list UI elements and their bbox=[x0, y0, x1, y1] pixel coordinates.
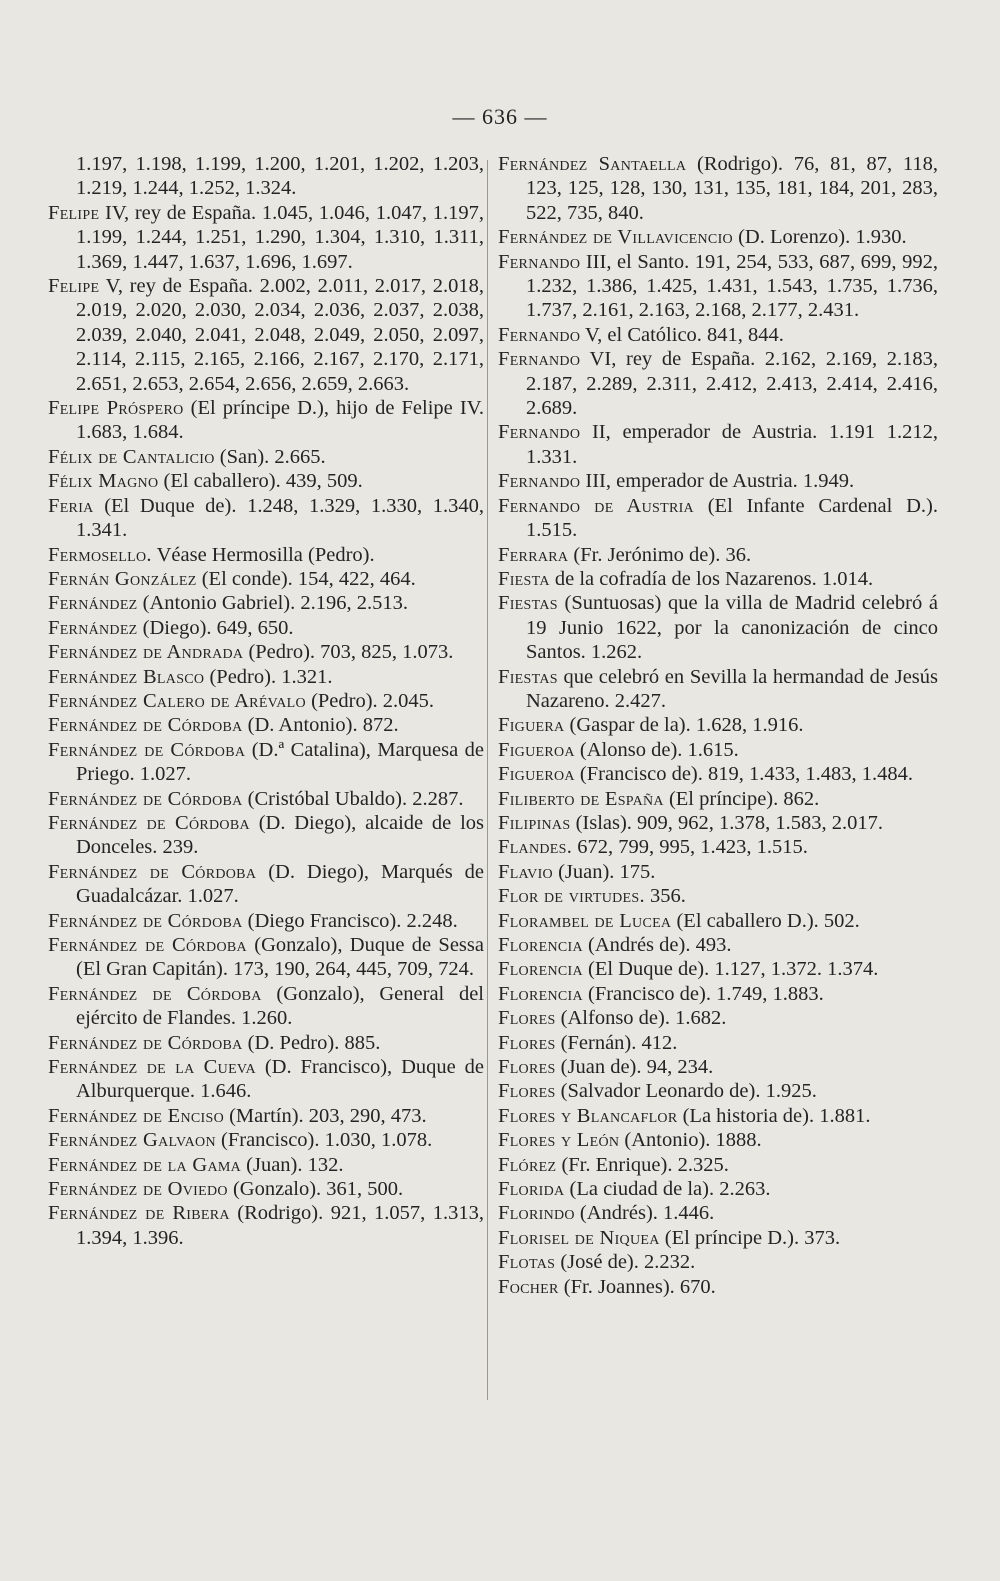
entry-heading: Flores bbox=[498, 1056, 556, 1079]
entry-heading: Felipe bbox=[48, 275, 100, 298]
entry-text: V, rey de España. 2.002, 2.011, 2.017, 2.018, 2.019, 2.020, 2.030, 2.034, 2.036, 2.037, 2.038, 2.039, 2.040, 2.041, 2.048, 2.049, 2.050, 2.097, 2.114, 2.115, 2.165, 2.166, 2.167, 2.170, 2.171, 2.651, 2.653, 2.654, 2.656, 2.659, 2.663. bbox=[76, 275, 484, 395]
column-divider bbox=[487, 160, 488, 1400]
index-entry bbox=[48, 396, 484, 445]
entry-text: 1.197, 1.198, 1.199, 1.200, 1.201, 1.202, 1.203, 1.219, 1.244, 1.252, 1.324. bbox=[76, 153, 484, 200]
entry-heading: Fernández Calero de Arévalo bbox=[48, 689, 306, 712]
entry-text: (El caballero D.). 502. bbox=[671, 909, 860, 932]
entry-text: VI, rey de España. 2.162, 2.169, 2.183, 2.187, 2.289, 2.311, 2.412, 2.413, 2.414, 2.416, 2.689. bbox=[526, 348, 938, 420]
index-entry bbox=[48, 909, 484, 933]
entry-heading: Fernández bbox=[48, 592, 138, 615]
index-entry bbox=[498, 1201, 938, 1225]
index-entry bbox=[48, 982, 484, 1031]
entry-text: (Fr. Joannes). 670. bbox=[558, 1275, 716, 1298]
entry-heading: Flotas bbox=[498, 1251, 556, 1274]
entry-text: II, emperador de Austria. 1.191 1.212, 1.331. bbox=[526, 421, 938, 468]
entry-text: (D. Diego), alcaide de los Donceles. 239. bbox=[76, 811, 484, 859]
index-entry bbox=[498, 1031, 938, 1055]
entry-text: (D. Francisco), Duque de Alburquerque. 1.646. bbox=[76, 1056, 484, 1103]
entry-heading: Fiestas bbox=[498, 592, 558, 615]
index-entry bbox=[48, 811, 484, 860]
entry-heading: Focher bbox=[498, 1275, 559, 1298]
entry-heading: Fiesta bbox=[498, 567, 550, 590]
entry-heading: Fernández de Villavicencio bbox=[498, 226, 733, 249]
entry-heading: Figueroa bbox=[498, 738, 575, 761]
index-entry bbox=[48, 738, 484, 787]
entry-heading: Flor de virtudes. bbox=[498, 885, 645, 908]
entry-heading: Fernández de Oviedo bbox=[48, 1178, 228, 1201]
entry-text: (El caballero). 439, 509. bbox=[158, 470, 363, 493]
index-entry bbox=[48, 152, 484, 201]
entry-heading: Fernández de Córdoba bbox=[48, 982, 262, 1005]
entry-heading: Fernández Blasco bbox=[48, 665, 205, 688]
entry-text: (Andrés de). 493. bbox=[582, 934, 732, 956]
index-entry bbox=[498, 665, 938, 714]
index-entry bbox=[498, 860, 938, 884]
entry-heading: Fernández Galvaon bbox=[48, 1129, 216, 1152]
entry-text: (Rodrigo). 76, 81, 87, 118, 123, 125, 128, 130, 131, 135, 181, 184, 201, 283, 522, 735, 840. bbox=[526, 153, 938, 224]
entry-heading: Fernando bbox=[498, 348, 581, 371]
entry-text: (El Duque de). 1.127, 1.372. 1.374. bbox=[582, 958, 879, 981]
entry-text: (D. Diego), Marqués de Guadalcázar. 1.027. bbox=[76, 860, 484, 908]
index-entry bbox=[48, 1104, 484, 1128]
index-entry bbox=[48, 274, 484, 396]
entry-text: (Suntuosas) que la villa de Madrid celebró á 19 Junio 1622, por la canonización de cinco Santos. 1.262. bbox=[526, 592, 938, 664]
entry-heading: Fernández de Córdoba bbox=[48, 714, 243, 737]
entry-text: (Gonzalo), Duque de Sessa (El Gran Capitán). 173, 190, 264, 445, 709, 724. bbox=[76, 934, 484, 981]
index-entry bbox=[498, 811, 938, 835]
entry-text: (Salvador Leonardo de). 1.925. bbox=[555, 1080, 817, 1103]
index-entry bbox=[498, 1250, 938, 1274]
entry-text: (Antonio Gabriel). 2.196, 2.513. bbox=[137, 592, 408, 615]
entry-heading: Figueroa bbox=[498, 763, 575, 786]
entry-text: (Pedro). 2.045. bbox=[305, 689, 435, 712]
entry-heading: Felipe Próspero bbox=[48, 397, 184, 420]
index-entry bbox=[498, 225, 938, 249]
index-entry bbox=[48, 1177, 484, 1201]
index-column-right bbox=[498, 152, 938, 1299]
entry-text: (Antonio). 1888. bbox=[619, 1129, 762, 1152]
entry-text: (Diego Francisco). 2.248. bbox=[242, 909, 458, 932]
index-entry bbox=[48, 567, 484, 591]
index-entry bbox=[498, 323, 938, 347]
entry-heading: Fernández de Córdoba bbox=[48, 811, 250, 834]
page-number: — 636 — bbox=[452, 104, 548, 129]
index-entry bbox=[498, 567, 938, 591]
entry-text: (Juan). 132. bbox=[241, 1153, 344, 1176]
entry-text: (Islas). 909, 962, 1.378, 1.583, 2.017. bbox=[570, 811, 884, 834]
entry-heading: Flandes. bbox=[498, 836, 573, 859]
index-entry bbox=[498, 1055, 938, 1079]
index-entry bbox=[48, 591, 484, 615]
index-entry bbox=[48, 1128, 484, 1152]
entry-text: (Francisco de). 819, 1.433, 1.483, 1.484. bbox=[574, 763, 913, 786]
index-entry bbox=[498, 787, 938, 811]
entry-heading: Florambel de Lucea bbox=[498, 909, 672, 932]
entry-text: (Pedro). 1.321. bbox=[204, 665, 333, 688]
index-entry bbox=[48, 1031, 484, 1055]
entry-text: (D.ª Catalina), Marquesa de Priego. 1.027. bbox=[76, 738, 484, 786]
entry-heading: Fernán González bbox=[48, 567, 197, 590]
entry-text: (Gonzalo), General del ejército de Flandes. 1.260. bbox=[76, 982, 484, 1030]
entry-heading: Fernando de Austria bbox=[498, 494, 694, 517]
entry-heading: Félix de Cantalicio bbox=[48, 445, 215, 468]
entry-text: (Gaspar de la). 1.628, 1.916. bbox=[564, 714, 804, 737]
index-entry bbox=[48, 689, 484, 713]
entry-text: Véase Hermosilla (Pedro). bbox=[151, 543, 375, 566]
index-entry bbox=[48, 494, 484, 543]
entry-text: (D. Antonio). 872. bbox=[242, 714, 399, 737]
entry-text: (El príncipe D.). 373. bbox=[659, 1226, 841, 1249]
entry-heading: Fernández de Córdoba bbox=[48, 738, 246, 761]
entry-heading: Flores y Blancaflor bbox=[498, 1104, 678, 1127]
entry-heading: Fernández de la Gama bbox=[48, 1153, 242, 1176]
entry-heading: Fernández de Córdoba bbox=[48, 909, 243, 932]
entry-text: (D. Pedro). 885. bbox=[242, 1031, 381, 1054]
index-entry bbox=[498, 494, 938, 543]
index-entry bbox=[498, 250, 938, 323]
index-entry bbox=[498, 762, 938, 786]
entry-heading: Filipinas bbox=[498, 811, 571, 834]
entry-heading: Flavio bbox=[498, 860, 553, 883]
entry-text: (Pedro). 703, 825, 1.073. bbox=[243, 641, 454, 664]
entry-heading: Fernández Santaella bbox=[498, 153, 687, 175]
index-column-left bbox=[48, 152, 484, 1250]
index-entry bbox=[498, 1104, 938, 1128]
entry-text: (Juan). 175. bbox=[552, 860, 656, 883]
entry-heading: Florida bbox=[498, 1178, 565, 1201]
entry-heading: Florencia bbox=[498, 958, 583, 981]
entry-heading: Fernández bbox=[48, 616, 138, 639]
index-entry bbox=[498, 469, 938, 493]
entry-text: (Fernán). 412. bbox=[555, 1031, 678, 1054]
entry-text: (Andrés). 1.446. bbox=[574, 1202, 715, 1225]
index-entry bbox=[498, 957, 938, 981]
entry-heading: Felipe bbox=[48, 201, 100, 224]
index-entry bbox=[498, 1275, 938, 1299]
entry-heading: Florindo bbox=[498, 1202, 575, 1225]
index-entry bbox=[498, 347, 938, 420]
entry-heading: Filiberto de España bbox=[498, 787, 664, 810]
entry-text: (El príncipe). 862. bbox=[663, 787, 820, 810]
entry-text: (Fr. Jerónimo de). 36. bbox=[568, 543, 752, 566]
entry-text: 356. bbox=[644, 885, 686, 908]
entry-text: (El Duque de). 1.248, 1.329, 1.330, 1.340, 1.341. bbox=[76, 494, 484, 542]
index-entry bbox=[48, 201, 484, 274]
index-entry bbox=[498, 713, 938, 737]
index-entry bbox=[48, 860, 484, 909]
entry-text: III, emperador de Austria. 1.949. bbox=[580, 470, 855, 493]
index-entry bbox=[498, 1079, 938, 1103]
entry-heading: Flores bbox=[498, 1080, 556, 1103]
index-entry bbox=[498, 152, 938, 225]
index-entry bbox=[498, 591, 938, 664]
entry-heading: Fernando bbox=[498, 323, 581, 346]
entry-text: (D. Lorenzo). 1.930. bbox=[732, 226, 907, 249]
index-entry bbox=[498, 543, 938, 567]
entry-text: (Rodrigo). 921, 1.057, 1.313, 1.394, 1.396. bbox=[76, 1202, 484, 1249]
index-entry bbox=[48, 933, 484, 982]
entry-heading: Fernández de Córdoba bbox=[48, 934, 247, 956]
entry-text: de la cofradía de los Nazarenos. 1.014. bbox=[549, 567, 874, 590]
index-entry bbox=[48, 640, 484, 664]
entry-heading: Flores y León bbox=[498, 1129, 620, 1152]
index-entry bbox=[48, 445, 484, 469]
entry-heading: Florisel de Niquea bbox=[498, 1226, 660, 1249]
entry-text: IV, rey de España. 1.045, 1.046, 1.047, 1.197, 1.199, 1.244, 1.251, 1.290, 1.304, 1.310, 1.311, 1.369, 1.447, 1.637, 1.696, 1.697. bbox=[76, 201, 484, 273]
entry-text: (Juan de). 94, 234. bbox=[555, 1056, 714, 1079]
entry-text: (Alonso de). 1.615. bbox=[574, 738, 739, 761]
entry-text: (Francisco de). 1.749, 1.883. bbox=[582, 982, 824, 1005]
entry-heading: Fernández de la Cueva bbox=[48, 1056, 256, 1079]
index-entry bbox=[498, 1153, 938, 1177]
entry-heading: Fermosello. bbox=[48, 543, 152, 566]
entry-text: (Fr. Enrique). 2.325. bbox=[556, 1153, 729, 1176]
index-entry bbox=[48, 543, 484, 567]
entry-heading: Flores bbox=[498, 1031, 556, 1054]
index-entry bbox=[48, 665, 484, 689]
entry-heading: Fernández de Córdoba bbox=[48, 860, 257, 883]
entry-heading: Félix Magno bbox=[48, 470, 159, 493]
entry-heading: Fernando bbox=[498, 470, 581, 493]
index-entry bbox=[498, 835, 938, 859]
entry-text: (El príncipe D.), hijo de Felipe IV. 1.683, 1.684. bbox=[76, 397, 484, 444]
entry-heading: Fernando bbox=[498, 421, 581, 444]
index-entry bbox=[48, 713, 484, 737]
entry-heading: Fernando bbox=[498, 250, 581, 273]
entry-heading: Fernández de Córdoba bbox=[48, 787, 243, 810]
entry-heading: Florencia bbox=[498, 982, 583, 1005]
index-entry bbox=[48, 469, 484, 493]
entry-text: (Martín). 203, 290, 473. bbox=[223, 1104, 427, 1127]
index-entry bbox=[48, 1153, 484, 1177]
entry-heading: Fernández de Enciso bbox=[48, 1104, 224, 1127]
index-entry bbox=[498, 982, 938, 1006]
entry-heading: Fiestas bbox=[498, 665, 558, 688]
index-entry bbox=[498, 884, 938, 908]
index-entry bbox=[498, 420, 938, 469]
entry-heading: Fernández de Andrada bbox=[48, 641, 244, 664]
index-entry bbox=[498, 1177, 938, 1201]
entry-heading: Feria bbox=[48, 494, 94, 517]
index-entry bbox=[498, 738, 938, 762]
entry-text: (Cristóbal Ubaldo). 2.287. bbox=[242, 787, 464, 810]
index-entry bbox=[498, 1128, 938, 1152]
entry-text: que celebró en Sevilla la hermandad de Jesús Nazareno. 2.427. bbox=[526, 665, 938, 712]
index-entry bbox=[498, 933, 938, 957]
entry-heading: Figuera bbox=[498, 714, 565, 737]
entry-text: (La ciudad de la). 2.263. bbox=[564, 1178, 771, 1201]
entry-text: (San). 2.665. bbox=[214, 445, 326, 468]
index-entry bbox=[498, 909, 938, 933]
entry-text: 672, 799, 995, 1.423, 1.515. bbox=[572, 836, 808, 859]
entry-text: (Gonzalo). 361, 500. bbox=[227, 1178, 404, 1201]
index-entry bbox=[48, 1201, 484, 1250]
entry-text: (El Infante Cardenal D.). 1.515. bbox=[526, 494, 938, 542]
entry-heading: Fernández de Ribera bbox=[48, 1202, 230, 1225]
index-entry bbox=[48, 1055, 484, 1104]
entry-text: (La historia de). 1.881. bbox=[677, 1104, 871, 1127]
index-entry bbox=[48, 787, 484, 811]
entry-heading: Flores bbox=[498, 1007, 556, 1030]
entry-text: (José de). 2.232. bbox=[555, 1251, 696, 1274]
entry-text: (Alfonso de). 1.682. bbox=[555, 1007, 727, 1030]
entry-text: III, el Santo. 191, 254, 533, 687, 699, 992, 1.232, 1.386, 1.425, 1.431, 1.543, 1.735, 1.736, 1.737, 2.161, 2.163, 2.168, 2.177, 2.431. bbox=[526, 250, 938, 322]
entry-text: V, el Católico. 841, 844. bbox=[580, 323, 784, 346]
entry-heading: Ferrara bbox=[498, 543, 569, 566]
index-entry bbox=[48, 616, 484, 640]
entry-text: (El conde). 154, 422, 464. bbox=[196, 567, 416, 590]
entry-text: (Diego). 649, 650. bbox=[137, 616, 294, 639]
entry-heading: Florencia bbox=[498, 934, 583, 956]
entry-text: (Francisco). 1.030, 1.078. bbox=[215, 1129, 433, 1152]
entry-heading: Flórez bbox=[498, 1153, 557, 1176]
index-entry bbox=[498, 1226, 938, 1250]
entry-heading: Fernández de Córdoba bbox=[48, 1031, 243, 1054]
index-entry bbox=[498, 1006, 938, 1030]
